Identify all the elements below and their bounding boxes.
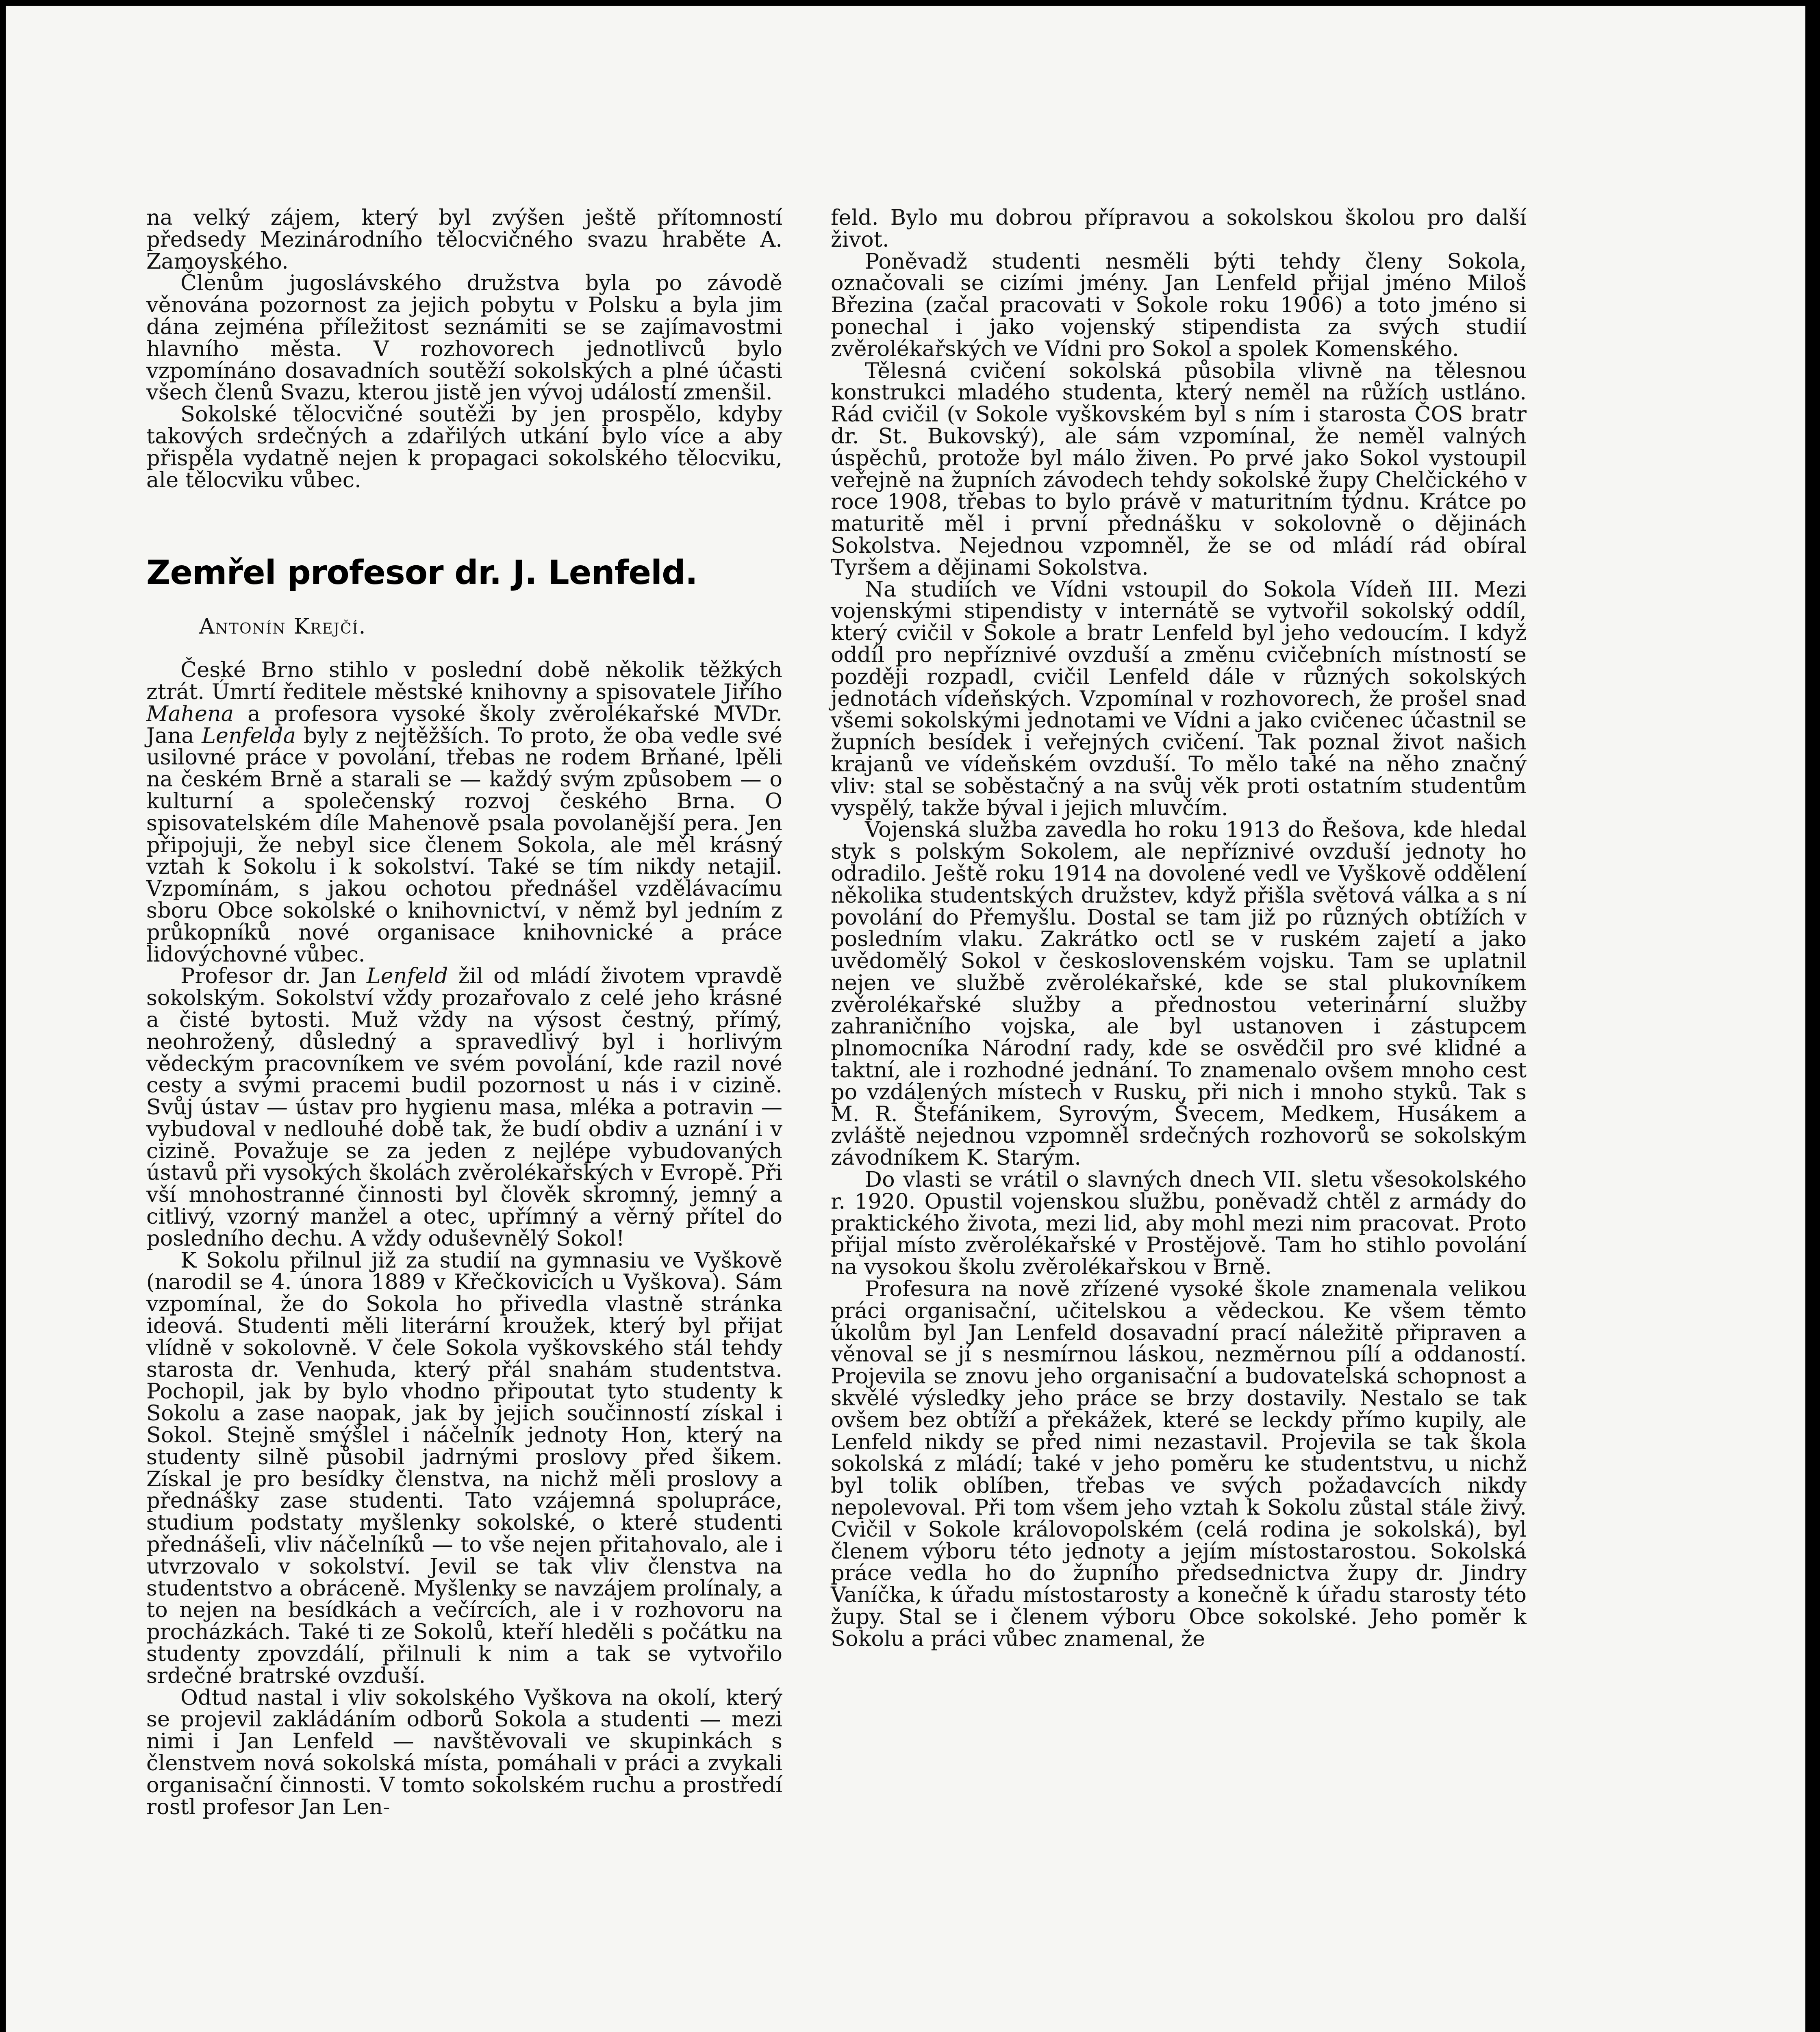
name-lenfeld: Lenfeld — [366, 964, 448, 989]
article-paragraph: Na studiích ve Vídni vstoupil do Sokola Vídeň III. Mezi vojenskými stipendisty v internátě se vytvořil sokolský oddíl, který cvičil v Sokole a bratr Lenfeld byl jeho vedoucím. I když oddíl pro nepříznivé ovzduší a změnu cvičebních místností se později rozpadl, cvičil Lenfeld dále v různých sokolských jednotách vídeňských. Vzpomínal v rozhovorech, že prošel snad všemi sokolskými jednotami ve Vídni a jako cvičenec účastnil se župních besídek i veřejných cvičení. Tak poznal život našich krajanů ve vídeňském ovzduší. To mělo také na něho značný vliv: stal se soběstačný a na svůj věk proti ostatním studentům vyspělý, takže býval i jejich mluvčím. — [831, 577, 1527, 821]
magazine-page — [6, 6, 1805, 2032]
name-mahena: Mahena — [146, 701, 234, 726]
article-paragraph: K Sokolu přilnul již za studií na gymnasiu ve Vyškově (narodil se 4. února 1889 v Křečkovicích u Vyškova). Sám vzpomínal, že do Sokola ho přivedla vlastně stránka ideová. Studenti měli literární kroužek, který byl přijat vlídně v sokolovně. V čele Sokola vyškovského stál tehdy starosta dr. Venhuda, který přál snahám studentstva. Pochopil, jak by bylo vhodno připoutat tyto studenty k Sokolu a zase naopak, jak by jejich součinností získal i Sokol. Stejně smýšlel i náčelník jednoty Hon, který na studenty silně působil jadrnými proslovy před šikem. Získal je pro besídky členstva, na nichž měli proslovy a přednášky zase studenti. Tato vzájemná spolupráce, studium podstaty myšlenky sokolské, o které studenti přednášeli, vliv náčelníků — to vše nejen přitahovalo, ale i utvrzovalo v sokolství. Jevil se tak vliv členstva na studentstvo a obráceně. Myšlenky se navzájem prolínaly, a to nejen na besídkách a večírcích, ale i v rozhovoru na procházkách. Také ti ze Sokolů, kteří hleděli s počátku na studenty zpovzdálí, přilnuli k nim a tak se vytvořilo srdečné bratrské ovzduší. — [146, 1248, 782, 1688]
article-paragraph: Profesura na nově zřízené vysoké škole znamenala velikou práci organisační, učitelskou a vědeckou. Ke všem těmto úkolům byl Jan Lenfeld dosavadní prací náležitě připraven a věnoval se jí s nesmírnou láskou, nezměrnou pílí a oddaností. Projevila se znovu jeho organisační a budovatelská schopnost a skvělé výsledky jeho práce se brzy dostavily. Nestalo se tak ovšem bez obtíží a překážek, které se leckdy přímo kupily, ale Lenfeld nikdy se před nimi nezastavil. Projevila se tak škola sokolská z mládí; také v jeho poměru ke studentstvu, u nichž byl tolik oblíben, třebas ve svých požadavcích nikdy nepolevoval. Při tom všem jeho vztah k Sokolu zůstal stále živý. Cvičil v Sokole královopolském (celá rodina je sokolská), byl členem výboru této jednoty a jejím místostarostou. Sokolská práce vedla ho do župního předsednictva župy dr. Jindry Vaníčka, k úřadu místostarosty a konečně k úřadu starosty této župy. Stal se i členem výboru Obce sokolské. Jeho poměr k Sokolu a práci vůbec znamenal, že — [831, 1277, 1527, 1651]
article-paragraph: Profesor dr. Jan Lenfeld žil od mládí životem vpravdě sokolským. Sokolství vždy prozařovalo z celé jeho krásné a čisté bytosti. Muž vždy na výsost čestný, přímý, neohrožený, důsledný a spravedlivý byl i horlivým vědeckým pracovníkem ve svém povolání, kde razil nové cesty a svými pracemi budil pozornost u nás i v cizině. Svůj ústav — ústav pro hygienu masa, mléka a potravin — vybudoval v nedlouhé době tak, že budí obdiv a uznání i v cizině. Považuje se za jeden z nejlépe vybudovaných ústavů při vysokých školách zvěrolékařských v Evropě. Při vší mnohostranné činnosti byl člověk skromný, jemný a citlivý, vzorný manžel a otec, upřímný a věrný přítel do posledního dechu. A vždy oduševnělý Sokol! — [146, 964, 782, 1251]
article-byline: Antonín Krejčí. — [199, 614, 367, 639]
article-paragraph: České Brno stihlo v poslední době několik těžkých ztrát. Úmrtí ředitele městské knihovny a spisovatele Jiřího Mahena a profesora vysoké školy zvěrolékařské MVDr. Jana Lenfelda byly z nejtěžších. To proto, že oba vedle své usilovné práce v povolání, třebas ne rodem Brňané, lpěli na českém Brně a starali se — každý svým způsobem — o kulturní a společenský rozvoj českého Brna. O spisovatelském díle Mahenově psala povolanější pera. Jen připojuji, že nebyl sice členem Sokola, ale měl krásný vztah k Sokolu i k sokolství. Také se tím nikdy netajil. Vzpomínám, s jakou ochotou přednášel vzdělávacímu sboru Obce sokolské o knihovnictví, v němž byl jedním z průkopníků nové organisace knihovnické a práce lidovýchovné vůbec. — [146, 658, 783, 967]
article-headline: Zemřel profesor dr. J. Lenfeld. — [146, 554, 697, 593]
article-paragraph: Do vlasti se vrátil o slavných dnech VII. sletu všesokolského r. 1920. Opustil vojenskou službu, poněvadž chtěl z armády do praktického života, mezi lid, aby mohl mezi nim pracovat. Proto přijal místo zvěrolékařské v Prostějově. Tam ho stihlo povolání na vysokou školu zvěrolékařskou v Brně. — [831, 1167, 1527, 1280]
prev-article-paragraph: Členům jugoslávského družstva byla po závodě věnována pozornost za jejich pobytu v Polsku a byla jim dána zejména příležitost seznámiti se se zajímavostmi hlavního města. V rozhovorech jednotlivců bylo vzpomínáno dosavadních soutěží sokolských a plné účasti všech členů Svazu, kterou jistě jen vývoj událostí zmenšil. — [146, 271, 782, 405]
article-paragraph: Odtud nastal i vliv sokolského Vyškova na okolí, který se projevil zakládáním odborů Sokola a studenti — mezi nimi i Jan Lenfeld — navštěvovali ve skupinkách s členstvem nová sokolská místa, pomáhali v práci a zvykali organisační činnosti. V tomto sokolském ruchu a prostředí rostl profesor Jan Len- — [146, 1685, 782, 1819]
article-paragraph: feld. Bylo mu dobrou přípravou a sokolskou školou pro další život. — [831, 205, 1527, 252]
name-lenfelda: Lenfelda — [202, 723, 296, 748]
left-column — [146, 207, 782, 1818]
article-paragraph: Poněvadž studenti nesměli býti tehdy členy Sokola, označovali se cizími jmény. Jan Lenfeld přijal jméno Miloš Březina (začal pracovati v Sokole roku 1906) a toto jméno si ponechal i jako vojenský stipendista za svých studií zvěrolékařských ve Vídni pro Sokol a spolek Komenského. — [831, 249, 1527, 361]
prev-article-paragraph: Sokolské tělocvičné soutěži by jen prospělo, kdyby takových srdečných a zdařilých utkání bylo více a aby přispěla vydatně nejen k propagaci sokolského tělocviku, ale tělocviku vůbec. — [146, 402, 782, 493]
right-column — [831, 207, 1527, 1650]
article-paragraph: Vojenská služba zavedla ho roku 1913 do Řešova, kde hledal styk s polským Sokolem, ale nepříznivé ovzduší jednoty ho odradilo. Ještě roku 1914 na dovolené vedl ve Vyškově oddělení několika studentských družstev, když přišla světová válka a s ní povolání do Přemyšlu. Dostal se tam již po různých obtížích v posledním vlaku. Zakrátko octl se v ruském zajetí a jako uvědomělý Sokol v československém vojsku. Tam se uplatnil nejen ve službě zvěrolékařské, kde se stal plukovníkem zvěrolékařské služby a přednostou veterinární služby zahraničního vojska, ale byl ustanoven i zástupcem plnomocníka Národní rady, kde se osvědčil pro své klidné a taktní, ale i rozhodné jednání. To znamenalo ovšem mnoho cest po vzdálených místech v Rusku, při nich i mnoho styků. Tak s M. R. Štefánikem, Syrovým, Švecem, Medkem, Husákem a zvláště nejednou vzpomněl srdečných rozhovorů se sokolským závodníkem K. Starým. — [831, 817, 1527, 1170]
article-paragraph: Tělesná cvičení sokolská působila vlivně na tělesnou konstrukci mladého studenta, který neměl na růžích ustláno. Rád cvičil (v Sokole vyškovském byl s ním i starosta ČOS bratr dr. St. Bukovský), ale sám vzpomínal, že neměl valných úspěchů, protože byl málo živen. Po prvé jako Sokol vystoupil veřejně na župních závodech tehdy sokolské župy Chelčického v roce 1908, třebas to bylo právě v maturitním týdnu. Krátce po maturitě měl i první přednášku v sokolovně o dějinách Sokolstva. Nejednou vzpomněl, že se od mládí rád obíral Tyršem a dějinami Sokolstva. — [831, 358, 1527, 580]
prev-article-paragraph: na velký zájem, který byl zvýšen ještě přítomností předsedy Mezinárodního tělocvičného svazu hraběte A. Zamoyského. — [146, 205, 782, 274]
